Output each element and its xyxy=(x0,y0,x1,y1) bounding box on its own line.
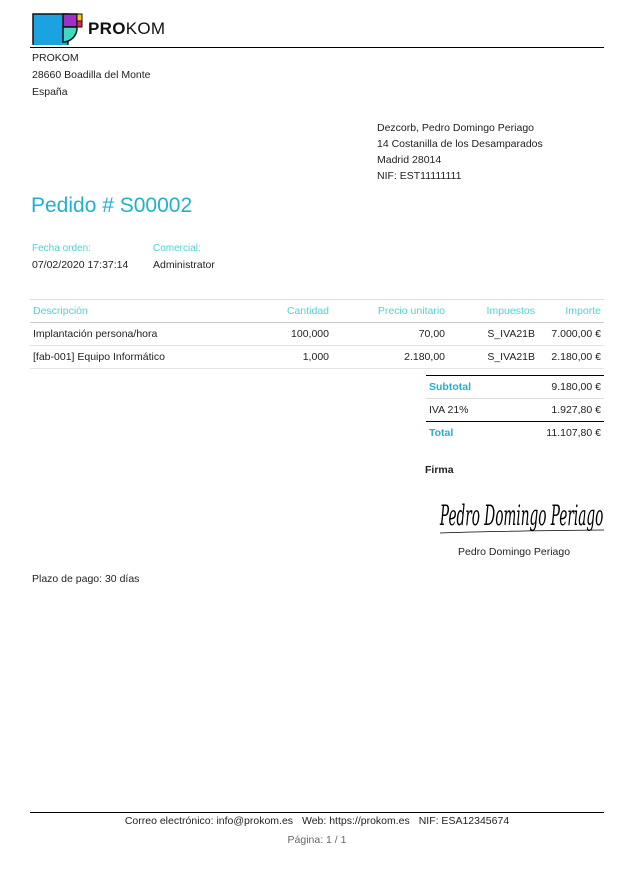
partner-city: Madrid 28014 xyxy=(377,154,442,166)
total-row xyxy=(426,422,604,445)
company-country: España xyxy=(32,86,68,98)
table-header-row xyxy=(30,300,604,323)
column-header: Impuestos xyxy=(448,300,538,323)
column-header: Importe xyxy=(538,300,604,323)
subtotal-row xyxy=(426,376,604,399)
subtotal-label: Subtotal xyxy=(426,376,505,399)
payment-terms: Plazo de pago: 30 días xyxy=(32,573,140,585)
footer-email: Correo electrónico: info@prokom.es xyxy=(124,815,294,827)
order-date-value: 07/02/2020 17:37:14 xyxy=(32,259,129,271)
partner-vat: NIF: EST11111111 xyxy=(377,170,462,182)
salesperson-value: Administrator xyxy=(153,259,215,271)
signer-name: Pedro Domingo Periago xyxy=(458,546,571,558)
cell-amount: 7.000,00 € xyxy=(538,323,604,346)
cell-taxes: S_IVA21B xyxy=(448,346,538,369)
cell-taxes: S_IVA21B xyxy=(448,323,538,346)
cell-unit-price: 70,00 xyxy=(332,323,448,346)
totals-table xyxy=(426,375,604,444)
partner-address xyxy=(377,120,543,184)
company-name: PROKOM xyxy=(32,52,79,64)
cell-amount: 2.180,00 € xyxy=(538,346,604,369)
page-title: Pedido # S00002 xyxy=(31,194,193,217)
company-address xyxy=(32,50,151,101)
logo-text: PROKOM xyxy=(88,19,166,38)
tax-row xyxy=(426,399,604,422)
partner-name: Dezcorb, Pedro Domingo Periago xyxy=(377,122,534,134)
cell-description: Implantación persona/hora xyxy=(30,323,246,346)
column-header: Cantidad xyxy=(246,300,332,323)
footer-rule xyxy=(30,812,604,813)
cell-description: [fab-001] Equipo Informático xyxy=(30,346,246,369)
footer-vat: NIF: ESA12345674 xyxy=(418,815,510,827)
subtotal-value: 9.180,00 € xyxy=(505,376,604,399)
svg-text:Pedro Domingo Periago: Pedro Domingo Periago xyxy=(439,498,604,533)
partner-street: 14 Costanilla de los Desamparados xyxy=(377,138,543,150)
cell-quantity: 1,000 xyxy=(246,346,332,369)
column-header: Precio unitario xyxy=(332,300,448,323)
company-city: 28660 Boadilla del Monte xyxy=(32,69,151,81)
handwritten-signature xyxy=(438,486,606,538)
page-number: Página: 1 / 1 xyxy=(287,834,347,846)
tax-label: IVA 21% xyxy=(426,399,505,422)
salesperson-label: Comercial: xyxy=(153,243,201,254)
tax-value: 1.927,80 € xyxy=(505,399,604,422)
table-row xyxy=(30,323,604,346)
footer-web: Web: https://prokom.es xyxy=(301,815,410,827)
order-date-label: Fecha orden: xyxy=(32,243,91,254)
order-date-block xyxy=(32,241,128,273)
table-row xyxy=(30,346,604,369)
total-value: 11.107,80 € xyxy=(546,427,601,439)
salesperson-block xyxy=(153,241,215,273)
signature-label: Firma xyxy=(425,464,454,476)
order-lines-table xyxy=(30,299,604,369)
footer xyxy=(30,815,604,827)
cell-unit-price: 2.180,00 xyxy=(332,346,448,369)
column-header: Descripción xyxy=(30,300,246,323)
header-rule xyxy=(30,47,604,48)
cell-quantity: 100,000 xyxy=(246,323,332,346)
total-label: Total xyxy=(429,427,454,439)
